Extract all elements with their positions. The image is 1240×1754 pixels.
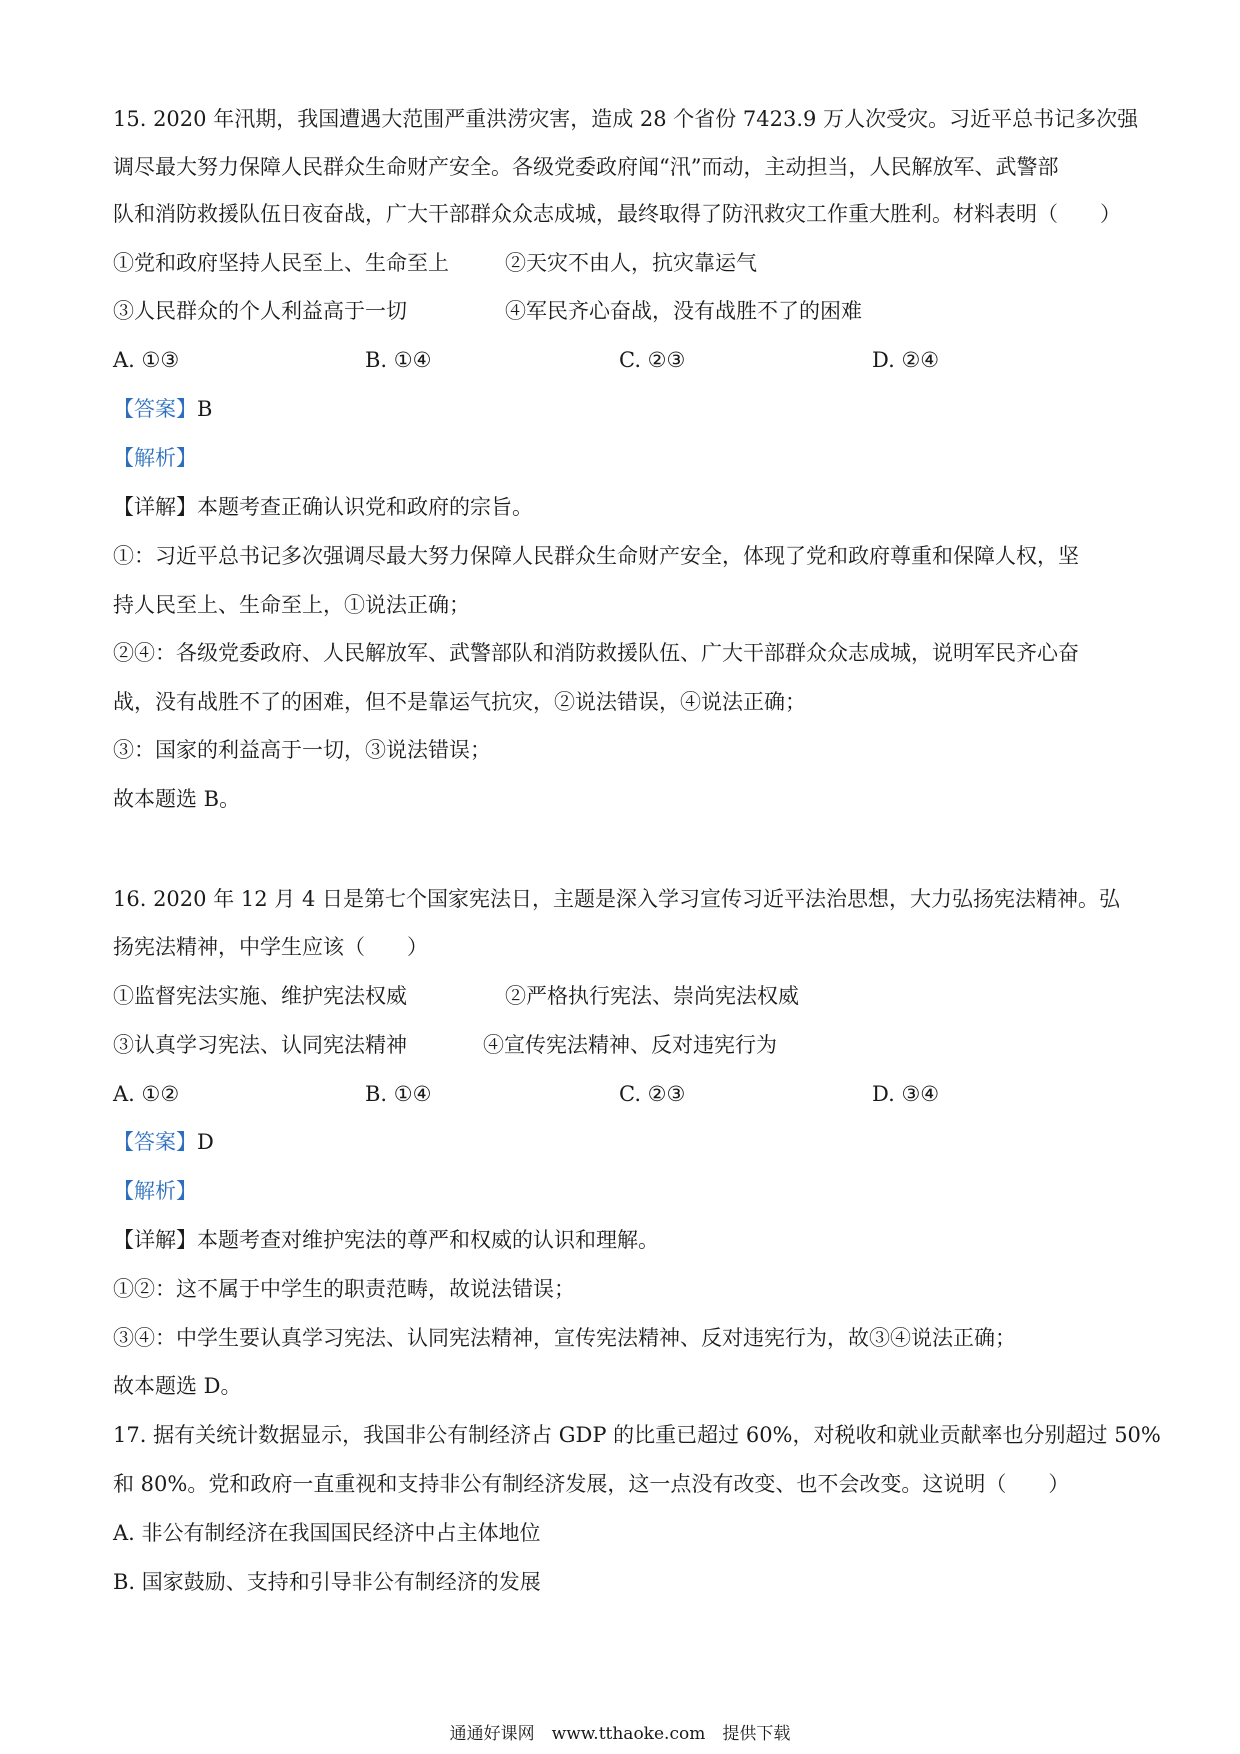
q16-stem-line-2: 扬宪法精神，中学生应该（ ） — [113, 935, 428, 959]
q15-detail — [113, 492, 533, 522]
answer-tag: 【答案】 — [113, 397, 197, 421]
answer-value: D — [197, 1130, 214, 1154]
q16-statement-4: ④宣传宪法精神、反对违宪行为 — [483, 1033, 777, 1057]
answer-tag: 【答案】 — [113, 1130, 197, 1154]
q16-answer — [113, 1127, 214, 1157]
q17-option-a: A. 非公有制经济在我国国民经济中占主体地位 — [113, 1521, 541, 1545]
q15-answer — [113, 394, 212, 424]
q15-explanation-line-2: 持人民至上、生命至上，①说法正确； — [113, 593, 470, 617]
q15-stem-line-2: 调尽最大努力保障人民群众生命财产安全。各级党委政府闻“汛”而动，主动担当，人民解放军、武警部 — [113, 155, 1059, 179]
q15-statement-4: ④军民齐心奋战，没有战胜不了的困难 — [505, 299, 862, 323]
detail-tag: 【详解】 — [113, 1228, 197, 1252]
q15-stem-line-1: 15. 2020 年汛期，我国遭遇大范围严重洪涝灾害，造成 28 个省份 7423.9 万人次受灾。习近平总书记多次强 — [113, 107, 1139, 131]
q15-statement-2: ②天灾不由人，抗灾靠运气 — [505, 251, 757, 275]
q16-explanation-line-3: 故本题选 D。 — [113, 1374, 242, 1398]
q16-option-b: B. ①④ — [365, 1082, 432, 1106]
q15-explanation-line-5: ③：国家的利益高于一切，③说法错误； — [113, 738, 491, 762]
q17-stem-line-2: 和 80%。党和政府一直重视和支持非公有制经济发展，这一点没有改变、也不会改变。这说明（ ） — [113, 1472, 1070, 1496]
q15-option-a: A. ①③ — [113, 348, 180, 372]
q15-explanation-line-1: ①：习近平总书记多次强调尽最大努力保障人民群众生命财产安全，体现了党和政府尊重和保障人权，坚 — [113, 544, 1079, 568]
q16-analysis-tag — [113, 1176, 197, 1206]
q17-option-b: B. 国家鼓励、支持和引导非公有制经济的发展 — [113, 1570, 541, 1594]
q16-explanation-line-2: ③④：中学生要认真学习宪法、认同宪法精神，宣传宪法精神、反对违宪行为，故③④说法正确； — [113, 1326, 1016, 1350]
q15-statement-1: ①党和政府坚持人民至上、生命至上 — [113, 251, 449, 275]
analysis-tag: 【解析】 — [113, 1179, 197, 1203]
q16-option-a: A. ①② — [113, 1082, 180, 1106]
detail-text: 本题考查对维护宪法的尊严和权威的认识和理解。 — [197, 1228, 659, 1252]
q15-explanation-line-3: ②④：各级党委政府、人民解放军、武警部队和消防救援队伍、广大干部群众众志成城，说明军民齐心奋 — [113, 641, 1079, 665]
q15-option-b: B. ①④ — [365, 348, 432, 372]
q15-explanation-line-6: 故本题选 B。 — [113, 787, 241, 811]
q16-statement-2: ②严格执行宪法、崇尚宪法权威 — [505, 984, 799, 1008]
analysis-tag: 【解析】 — [113, 446, 197, 470]
q16-option-c: C. ②③ — [619, 1082, 686, 1106]
q15-option-c: C. ②③ — [619, 348, 686, 372]
page-footer: 通通好课网 www.tthaoke.com 提供下载 — [449, 1724, 791, 1744]
q15-stem-line-3: 队和消防救援队伍日夜奋战，广大干部群众众志成城，最终取得了防汛救灾工作重大胜利。材料表明（ ） — [113, 202, 1121, 226]
q16-statement-3: ③认真学习宪法、认同宪法精神 — [113, 1033, 407, 1057]
q16-stem-line-1: 16. 2020 年 12 月 4 日是第七个国家宪法日，主题是深入学习宣传习近平法治思想，大力弘扬宪法精神。弘 — [113, 887, 1120, 911]
q15-analysis-tag — [113, 443, 197, 473]
q16-option-d: D. ③④ — [872, 1082, 940, 1106]
q15-option-d: D. ②④ — [872, 348, 940, 372]
detail-tag: 【详解】 — [113, 495, 197, 519]
answer-value: B — [197, 397, 213, 421]
q16-statement-1: ①监督宪法实施、维护宪法权威 — [113, 984, 407, 1008]
detail-text: 本题考查正确认识党和政府的宗旨。 — [197, 495, 533, 519]
q17-stem-line-1: 17. 据有关统计数据显示，我国非公有制经济占 GDP 的比重已超过 60%，对税收和就业贡献率也分别超过 50% — [113, 1423, 1161, 1447]
q15-statement-3: ③人民群众的个人利益高于一切 — [113, 299, 407, 323]
q16-detail — [113, 1225, 659, 1255]
q16-explanation-line-1: ①②：这不属于中学生的职责范畴，故说法错误； — [113, 1277, 575, 1301]
q15-explanation-line-4: 战，没有战胜不了的困难，但不是靠运气抗灾，②说法错误，④说法正确； — [113, 690, 806, 714]
